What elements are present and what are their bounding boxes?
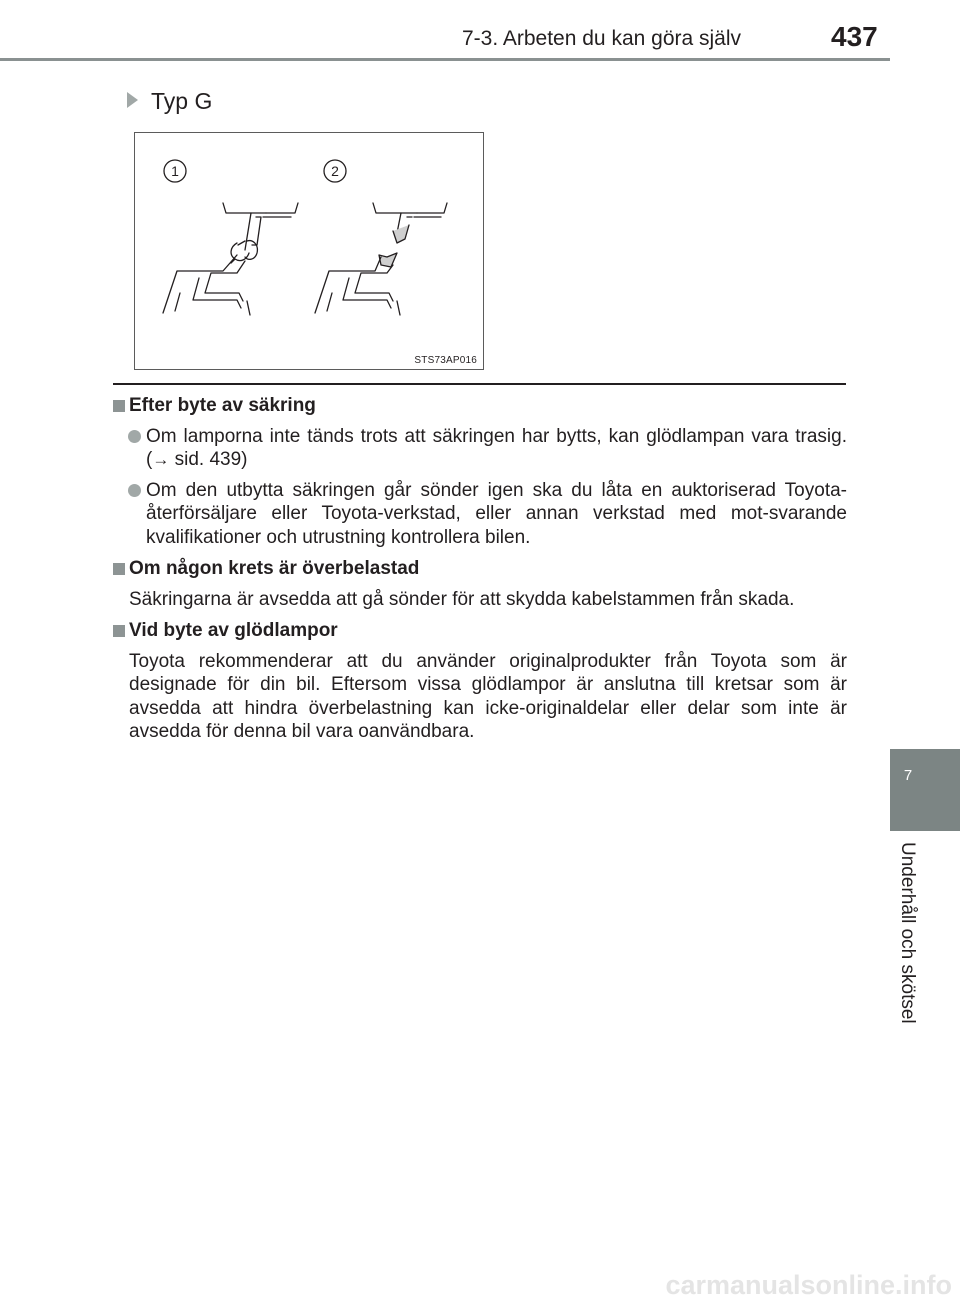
chapter-label: Underhåll och skötsel <box>897 842 918 1024</box>
square-bullet-icon <box>113 563 125 575</box>
arrow-right-icon: → <box>152 450 170 469</box>
page-reference-link[interactable]: sid. 439) <box>169 449 248 470</box>
bullet-item <box>113 479 847 550</box>
square-bullet-icon <box>113 400 125 412</box>
circle-bullet-icon <box>128 484 141 497</box>
circle-bullet-icon <box>128 430 141 443</box>
bullet-item <box>113 425 847 472</box>
fuse-2-drawing <box>315 203 447 315</box>
bullet-text: Om den utbytta säkringen går sönder igen ska du låta en auktoriserad Toyota-återförsäljare eller Toyota-verkstad, eller annan verkstad med mot-svarande kvalifikationer och utrustning kontrollera bilen. <box>146 479 847 548</box>
header-rule <box>0 58 890 61</box>
type-label: Typ G <box>151 88 213 114</box>
header-title: 7-3. Arbeten du kan göra själv <box>462 27 742 50</box>
section-heading-text: Efter byte av säkring <box>129 395 316 416</box>
square-bullet-icon <box>113 625 125 637</box>
watermark: carmanualsonline.info <box>665 1270 952 1300</box>
paragraph: Säkringarna är avsedda att gå sönder för att skydda kabelstammen från skada. <box>129 588 795 610</box>
section-heading <box>113 557 847 581</box>
section-divider <box>113 383 846 385</box>
bullet-text: Om lamporna inte tänds trots att säkringen har bytts, kan glödlampan vara trasig. ( <box>146 425 847 470</box>
fuse-drawing <box>135 133 485 371</box>
paragraph: Toyota rekommenderar att du använder originalprodukter från Toyota som är designade för din bil. Eftersom vissa glödlampor är anslutna till kretsar som är avsedda att hindra överbelastning kan icke-originaldelar eller delar som inte är avsedda för denna bil vara oanvändbara. <box>129 650 847 742</box>
triangle-arrow-icon <box>127 92 138 108</box>
section-heading-text: Om någon krets är överbelastad <box>129 558 420 579</box>
section-heading-text: Vid byte av glödlampor <box>129 620 338 641</box>
fuse-illustration <box>134 132 484 370</box>
chapter-tab <box>890 749 960 831</box>
type-heading <box>127 88 212 115</box>
figure-code: STS73AP016 <box>414 355 477 366</box>
section-heading <box>113 394 847 418</box>
fuse-1-drawing <box>163 203 298 315</box>
main-content <box>113 394 847 744</box>
section-heading <box>113 619 847 643</box>
callout-2: 2 <box>331 163 339 179</box>
callout-1: 1 <box>171 163 179 179</box>
page-number: 437 <box>831 21 878 52</box>
chapter-number: 7 <box>903 767 913 784</box>
